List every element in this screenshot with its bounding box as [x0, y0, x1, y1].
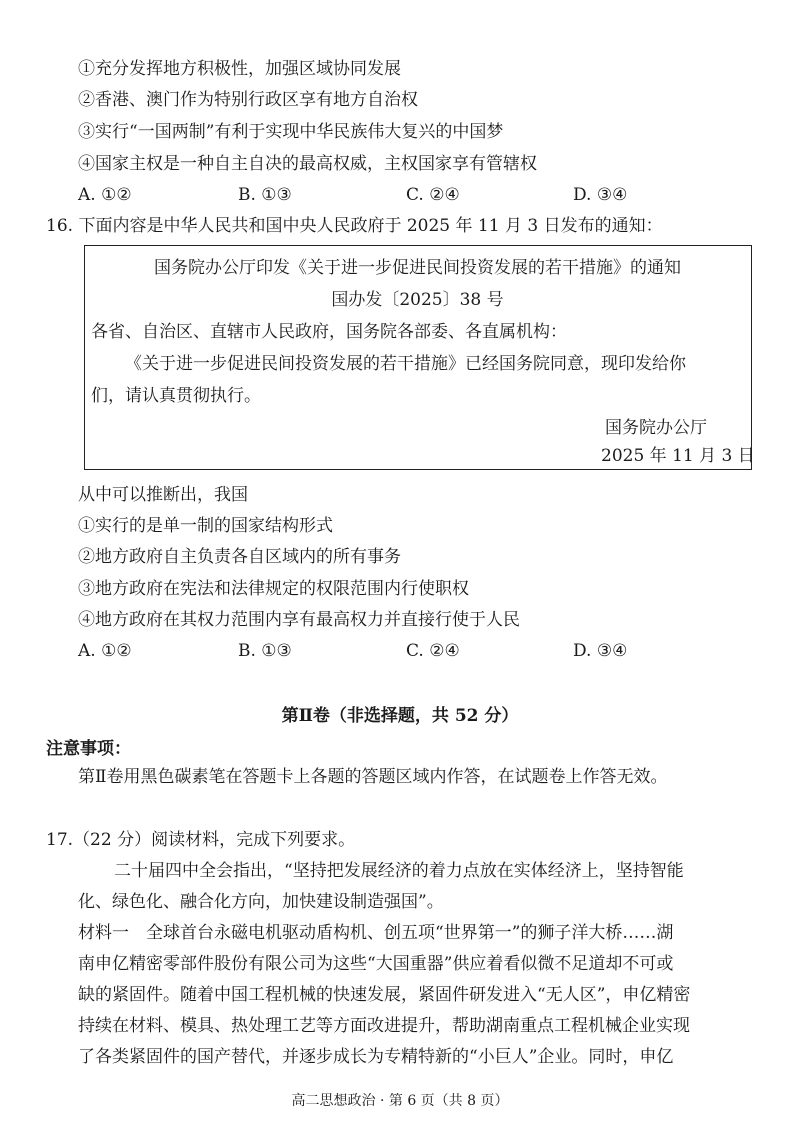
page-footer: 高二思想政治 · 第 6 页（共 8 页）	[291, 1093, 509, 1109]
part2-notice-label: 注意事项：	[46, 739, 131, 759]
q16-option-d: D. ③④	[573, 641, 628, 661]
q17-stem: 17.（22 分）阅读材料，完成下列要求。	[46, 830, 356, 850]
q15-statement-2: ②香港、澳门作为特别行政区享有地方自治权	[78, 90, 418, 110]
q17-line-7: 了各类紧固件的国产替代，并逐步成长为专精特新的“小巨人”企业。同时，申亿	[78, 1047, 674, 1067]
q15-statement-3: ③实行“一国两制”有利于实现中华民族伟大复兴的中国梦	[78, 122, 504, 142]
q15-option-c: C. ②④	[406, 185, 460, 205]
q15-statement-4: ④国家主权是一种自主自决的最高权威，主权国家享有管辖权	[78, 154, 537, 174]
q15-statement-1: ①充分发挥地方积极性，加强区域协同发展	[78, 59, 401, 79]
notice-addressee: 各省、自治区、直辖市人民政府，国务院各部委、各直属机构：	[91, 322, 567, 342]
q16-statement-1: ①实行的是单一制的国家结构形式	[78, 516, 333, 536]
part2-heading: 第Ⅱ卷（非选择题，共 52 分）	[281, 706, 519, 726]
q16-lead: 从中可以推断出，我国	[78, 485, 248, 505]
q16-statement-4: ④地方政府在其权力范围内享有最高权力并直接行使于人民	[78, 610, 520, 630]
q16-option-c: C. ②④	[406, 641, 460, 661]
q17-line-1: 二十届四中全会指出，“坚持把发展经济的着力点放在实体经济上，坚持智能	[114, 861, 684, 881]
notice-doc-number: 国办发〔2025〕38 号	[331, 290, 504, 310]
q16-stem: 16. 下面内容是中华人民共和国中央人民政府于 2025 年 11 月 3 日发布的通知：	[46, 216, 663, 236]
part2-notice-text: 第Ⅱ卷用黑色碳素笔在答题卡上各题的答题区域内作答，在试题卷上作答无效。	[78, 767, 668, 787]
q15-options	[78, 183, 778, 207]
q17-line-6: 持续在材料、模具、热处理工艺等方面改进提升，帮助湖南重点工程机械企业实现	[78, 1016, 690, 1036]
q17-line-4: 南申亿精密零部件股份有限公司为这些“大国重器”供应着看似微不足道却不可或	[78, 954, 674, 974]
q16-options	[78, 639, 778, 663]
notice-box	[84, 245, 755, 470]
notice-body-line-2: 们，请认真贯彻执行。	[91, 386, 261, 406]
q17-line-5: 缺的紧固件。随着中国工程机械的快速发展，紧固件研发进入“无人区”，申亿精密	[78, 985, 691, 1005]
notice-signer: 国务院办公厅	[605, 418, 707, 438]
q15-option-b: B. ①③	[238, 185, 292, 205]
q16-statement-2: ②地方政府自主负责各自区域内的所有事务	[78, 547, 401, 567]
q16-statement-3: ③地方政府在宪法和法律规定的权限范围内行使职权	[78, 579, 469, 599]
q17-line-2: 化、绿色化、融合化方向，加快建设制造强国”。	[78, 892, 444, 912]
q15-option-a: A. ①②	[78, 185, 132, 205]
notice-title: 国务院办公厅印发《关于进一步促进民间投资发展的若干措施》的通知	[154, 258, 681, 278]
q16-option-b: B. ①③	[238, 641, 292, 661]
notice-body-line-1: 《关于进一步促进民间投资发展的若干措施》已经国务院同意，现印发给你	[125, 354, 686, 374]
q17-line-3: 材料一 全球首台永磁电机驱动盾构机、创五项“世界第一”的狮子洋大桥……湖	[78, 923, 674, 943]
q16-option-a: A. ①②	[78, 641, 132, 661]
q15-option-d: D. ③④	[573, 185, 628, 205]
notice-date: 2025 年 11 月 3 日	[601, 446, 755, 466]
